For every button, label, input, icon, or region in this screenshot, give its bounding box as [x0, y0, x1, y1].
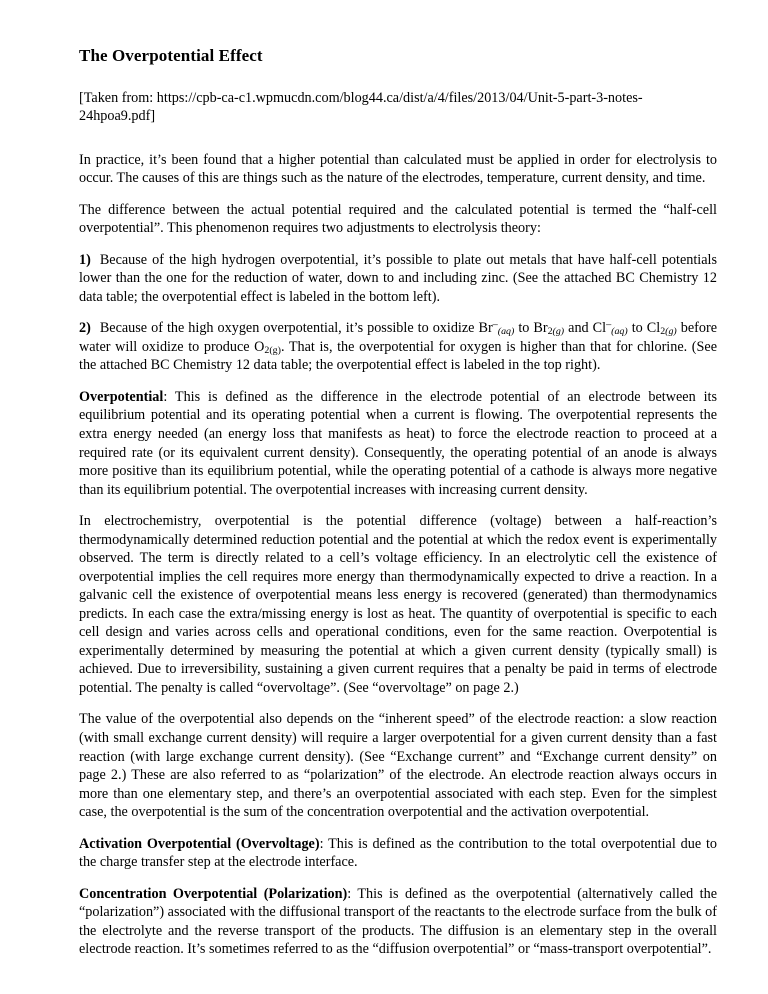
list-item-2-text-e: before water will oxidize to produce O — [79, 320, 717, 355]
list-item-2-text-d: to Cl — [627, 320, 661, 337]
bromine-state-gas: (g) — [552, 326, 565, 338]
activation-overpotential-term-label: Activation Overpotential (Overvoltage) — [79, 835, 320, 852]
list-item-1 — [79, 251, 717, 307]
paragraph-electrochemistry: In electrochemistry, overpotential is the potential difference (voltage) between a half-reaction’s thermodynamically determined reduction potential and the potential at which the redox event is experimentally observed. The term is directly related to a cell’s voltage efficiency. In an electrolytic cell the existence of overpotential implies the cell requires more energy than thermodynamically expected to drive a reaction. In a galvanic cell the existence of overpotential means less energy is recovered (generated) than thermodynamics predicts. In each case the extra/missing energy is lost as heat. The quantity of overpotential is specific to each cell design and varies across cells and operational conditions, even for the same reaction. Overpotential is experimentally determined by measuring the potential at which a given current density (typically small) is achieved. Due to irreversibility, sustaining a given current requires that a penalty be paid in terms of electrode potential. The penalty is called “overvoltage”. (See “overvoltage” on page 2.) — [79, 513, 717, 696]
page-title: The Overpotential Effect — [79, 46, 263, 65]
oxygen-subscript-2-gas: 2(g) — [264, 345, 281, 357]
paragraph-activation-overpotential — [79, 835, 717, 872]
concentration-overpotential-term-label: Concentration Overpotential (Polarization) — [79, 885, 348, 902]
paragraph-overpotential-definition — [79, 388, 717, 499]
paragraph-concentration-overpotential — [79, 885, 717, 959]
paragraph-half-cell-definition: The difference between the actual potential required and the calculated potential is termed the “half-cell overpotential”. This phenomenon requires two adjustments to electrolysis theory: — [79, 201, 717, 237]
list-item-2-text-f: . That is, the overpotential for oxygen is higher than that for chlorine. (See the attached BC Chemistry 12 data table; the overpotential effect is labeled in the top right). — [79, 338, 718, 374]
list-item-1-number: 1) — [79, 251, 91, 268]
chloride-charge-superscript: – — [606, 319, 612, 331]
bromine-subscript-2: 2 — [547, 326, 553, 338]
list-item-2 — [79, 319, 717, 375]
source-attribution: [Taken from: https://cpb-ca-c1.wpmucdn.com/blog44.ca/dist/a/4/files/2013/04/Unit-5-part-3-notes-24hpoa9.pdf] — [79, 89, 643, 125]
bromide-charge-superscript: – — [492, 319, 498, 331]
list-item-2-number: 2) — [79, 320, 91, 337]
overpotential-definition-text: : This is defined as the difference in the electrode potential of an electrode between its equilibrium potential and its operating potential when a current is flowing. The overpotential represents the extra energy needed (an energy loss that manifests as heat) to force the electrode reaction to proceed at a required rate (or its equivalent current density). Consequently, the operating potential of an anode is always more positive than its equilibrium potential, while the operating potential of a cathode is always more negative than its equilibrium potential. The overpotential increases with increasing current density. — [79, 388, 717, 498]
paragraph-inherent-speed: The value of the overpotential also depends on the “inherent speed” of the electrode reaction: a slow reaction (with small exchange current density) will require a larger overpotential for a given current density than a fast reaction (with large exchange current density). (See “Exchange current” and “Exchange current density” on page 2.) These are also referred to as “polarization” of the electrode. An electrode reaction always occurs in more than one elementary step, and there’s an overpotential associated with each step. Even for the simplest case, the overpotential is the sum of the concentration overpotential and the activation overpotential. — [79, 711, 717, 821]
list-item-1-text: Because of the high hydrogen overpotential, it’s possible to plate out metals that have half-cell potentials lower than the one for the reduction of water, down to and including zinc. (See the attached BC Chemistry 12 data table; the overpotential effect is labeled in the bottom left). — [79, 251, 717, 305]
concentration-overpotential-text: : This is defined as the overpotential (alternatively called the “polarization”) associated with the diffusional transport of the reactants to the electrode surface from the bulk of the electrolyte and the reverse transport of the products. The diffusion is an elementary step in the overall electrode reaction. It’s sometimes referred to as the “diffusion overpotential” or “mass-transport overpotential”. — [79, 885, 718, 958]
overpotential-term-label: Overpotential — [79, 388, 164, 405]
list-item-2-text-c: and Cl — [564, 320, 607, 337]
chlorine-subscript-2: 2 — [660, 326, 666, 338]
paragraph-intro: In practice, it’s been found that a higher potential than calculated must be applied in order for electrolysis to occur. The causes of this are things such as the nature of the electrodes, temperature, current density, and time. — [79, 151, 717, 187]
list-item-2-text-b: to Br — [514, 320, 548, 337]
bromide-state-aqueous: (aq) — [497, 326, 515, 338]
chloride-state-aqueous: (aq) — [611, 326, 628, 338]
chlorine-state-gas: (g) — [665, 326, 677, 338]
activation-overpotential-text: : This is defined as the contribution to the total overpotential due to the charge transfer step at the electrode interface. — [79, 835, 717, 871]
list-item-2-text-a: Because of the high oxygen overpotential, it’s possible to oxidize Br — [99, 320, 493, 337]
